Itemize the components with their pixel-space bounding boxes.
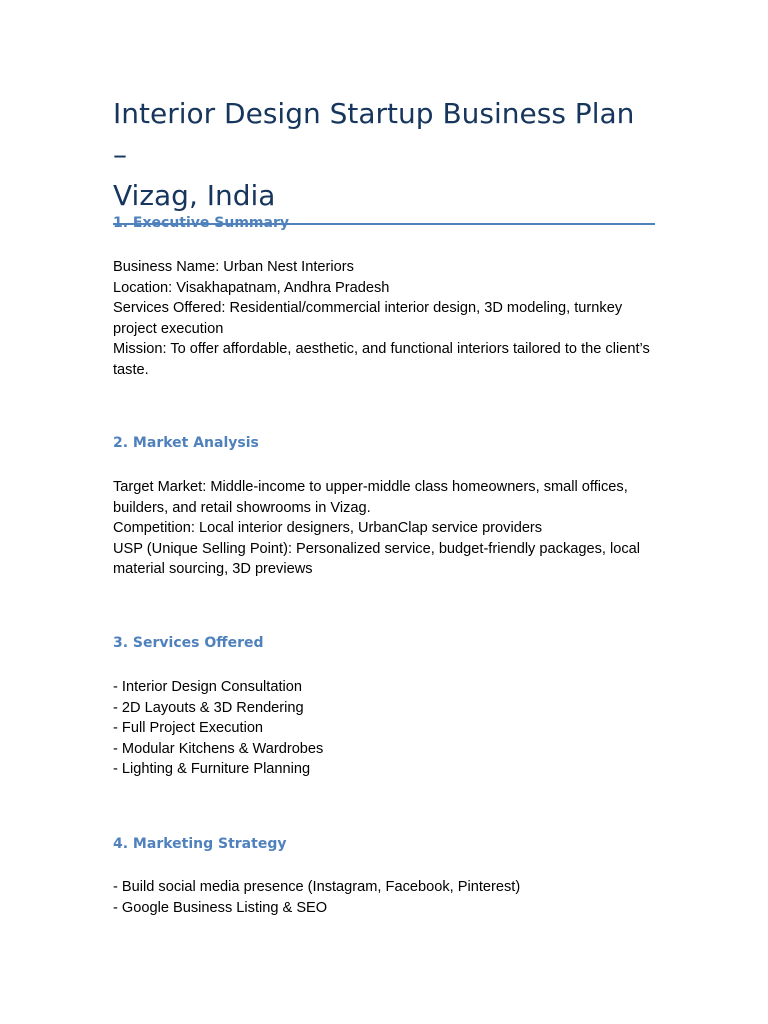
body-line: Target Market: Middle-income to upper-middle class homeowners, small offices, builders, and retail showrooms in Vizag. <box>113 479 628 516</box>
list-item: - Google Business Listing & SEO <box>113 899 328 916</box>
section-body <box>113 677 655 780</box>
title-line-2: Vizag, India <box>113 179 276 212</box>
section-heading: 3. Services Offered <box>113 635 264 651</box>
body-line: USP (Unique Selling Point): Personalized service, budget-friendly packages, local material sourcing, 3D previews <box>113 540 641 577</box>
section-body <box>113 477 655 580</box>
section-services-offered <box>113 633 655 780</box>
title-line-1: Interior Design Startup Business Plan – <box>113 97 635 171</box>
list-item: - Lighting & Furniture Planning <box>113 761 311 777</box>
document-title <box>113 93 655 223</box>
section-body <box>113 877 655 918</box>
list-item: - Full Project Execution <box>113 720 264 736</box>
section-heading: 2. Market Analysis <box>113 435 259 451</box>
list-item: - Interior Design Consultation <box>113 679 302 695</box>
list-item: - Build social media presence (Instagram, Facebook, Pinterest) <box>113 879 521 895</box>
body-line: Business Name: Urban Nest Interiors <box>113 259 354 275</box>
section-marketing-strategy <box>113 834 655 918</box>
section-body <box>113 257 655 380</box>
section-heading: 4. Marketing Strategy <box>113 836 287 852</box>
body-line: Mission: To offer affordable, aesthetic, and functional interiors tailored to the client’s taste. <box>113 341 650 378</box>
body-line: Services Offered: Residential/commercial interior design, 3D modeling, turnkey project execution <box>113 300 623 337</box>
body-line: Competition: Local interior designers, UrbanClap service providers <box>113 520 543 536</box>
section-heading: 1. Executive Summary <box>113 215 289 231</box>
document-content <box>113 93 655 916</box>
body-line: Location: Visakhapatnam, Andhra Pradesh <box>113 279 390 296</box>
list-item: - 2D Layouts & 3D Rendering <box>113 699 304 716</box>
section-executive-summary <box>113 213 655 380</box>
section-market-analysis <box>113 433 655 580</box>
list-item: - Modular Kitchens & Wardrobes <box>113 740 324 757</box>
